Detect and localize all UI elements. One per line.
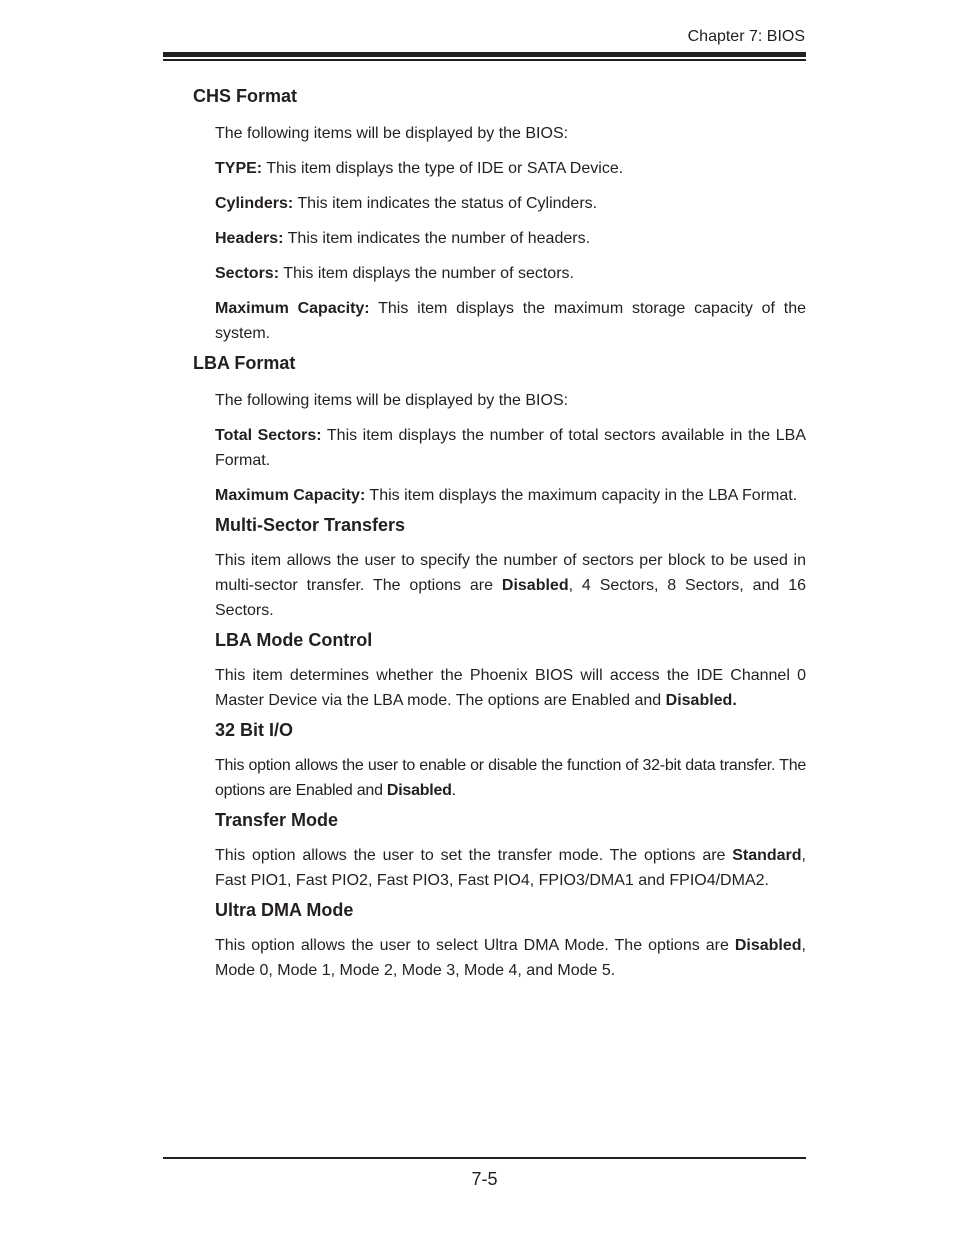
chs-item-type — [215, 156, 806, 181]
chs-format-heading: CHS Format — [193, 86, 298, 106]
item-label: Cylinders: — [215, 195, 294, 212]
ultra-dma-description — [215, 933, 806, 983]
item-label: Sectors: — [215, 265, 280, 282]
item-text: This item displays the number of sectors. — [279, 265, 574, 282]
ultra-dma-section — [193, 898, 806, 983]
lba-item-total-sectors — [215, 423, 806, 473]
bit32-heading: 32 Bit I/O — [215, 720, 294, 740]
desc-text: , 4 Sectors, 8 Sectors, and 16 Sectors. — [215, 577, 806, 619]
chs-item-max-capacity — [215, 296, 806, 346]
chs-item-cylinders — [215, 191, 806, 216]
item-label: Maximum Capacity: — [215, 487, 366, 504]
desc-text: This option allows the user to select Ultra DMA Mode. The options are — [215, 937, 735, 954]
default-option: Disabled — [734, 937, 802, 954]
item-label: Total Sectors: — [215, 427, 322, 444]
chs-item-headers — [215, 226, 806, 251]
chapter-title: Chapter 7: BIOS — [687, 28, 805, 45]
lba-format-section — [193, 351, 806, 508]
lba-mode-description — [215, 663, 806, 713]
transfer-mode-section — [193, 808, 806, 893]
item-text: This item displays the type of IDE or SATA Device. — [262, 160, 624, 177]
lba-item-max-capacity — [215, 483, 806, 508]
desc-text: , Fast PIO1, Fast PIO2, Fast PIO3, Fast PIO4, FPIO3/DMA1 and FPIO4/DMA2. — [215, 847, 806, 889]
item-text: This item displays the number of total sectors available in the LBA Format. — [215, 427, 807, 469]
desc-text: . — [451, 782, 456, 799]
page-content — [193, 84, 806, 988]
bit32-section — [193, 718, 806, 803]
multi-sector-heading: Multi-Sector Transfers — [215, 515, 406, 535]
item-label: Maximum Capacity: — [215, 300, 370, 317]
transfer-mode-heading: Transfer Mode — [215, 810, 339, 830]
default-option: Standard — [732, 847, 802, 864]
header-rule-thick — [163, 52, 806, 57]
desc-text: This item allows the user to specify the number of sectors per block to be used in multi-sector transfer. The options are — [215, 552, 806, 594]
lba-intro: The following items will be displayed by the BIOS: — [215, 392, 569, 409]
multi-sector-section — [193, 513, 806, 623]
desc-text: , Mode 0, Mode 1, Mode 2, Mode 3, Mode 4, and Mode 5. — [215, 937, 806, 979]
item-label: Headers: — [215, 230, 284, 247]
lba-mode-heading: LBA Mode Control — [215, 630, 373, 650]
ultra-dma-heading: Ultra DMA Mode — [215, 900, 354, 920]
header-rule-thin — [163, 59, 806, 61]
chs-format-section — [193, 84, 806, 346]
default-option: Disabled — [386, 782, 452, 799]
item-label: TYPE: — [215, 160, 263, 177]
lba-format-heading: LBA Format — [193, 353, 296, 373]
item-text: This item displays the maximum storage capacity of the system. — [215, 300, 807, 342]
item-text: This item displays the maximum capacity in the LBA Format. — [365, 487, 798, 504]
item-text: This item indicates the status of Cylinders. — [293, 195, 598, 212]
chs-intro: The following items will be displayed by the BIOS: — [215, 125, 569, 142]
bit32-description — [215, 753, 806, 803]
page-number: 7-5 — [471, 1169, 498, 1189]
desc-text: This item determines whether the Phoenix BIOS will access the IDE Channel 0 Master Device via the LBA mode. The options are Enabled and — [215, 667, 806, 709]
default-option: Disabled — [501, 577, 569, 594]
multi-sector-description — [215, 548, 806, 623]
item-text: This item indicates the number of headers. — [283, 230, 591, 247]
chs-item-sectors — [215, 261, 806, 286]
desc-text: This option allows the user to set the transfer mode. The options are — [215, 847, 733, 864]
transfer-mode-description — [215, 843, 806, 893]
default-option: Disabled. — [665, 692, 737, 709]
lba-mode-section — [193, 628, 806, 713]
footer-rule — [163, 1157, 806, 1159]
desc-text: This option allows the user to enable or disable the function of 32-bit data transfer. The options are Enabled and — [215, 757, 806, 799]
